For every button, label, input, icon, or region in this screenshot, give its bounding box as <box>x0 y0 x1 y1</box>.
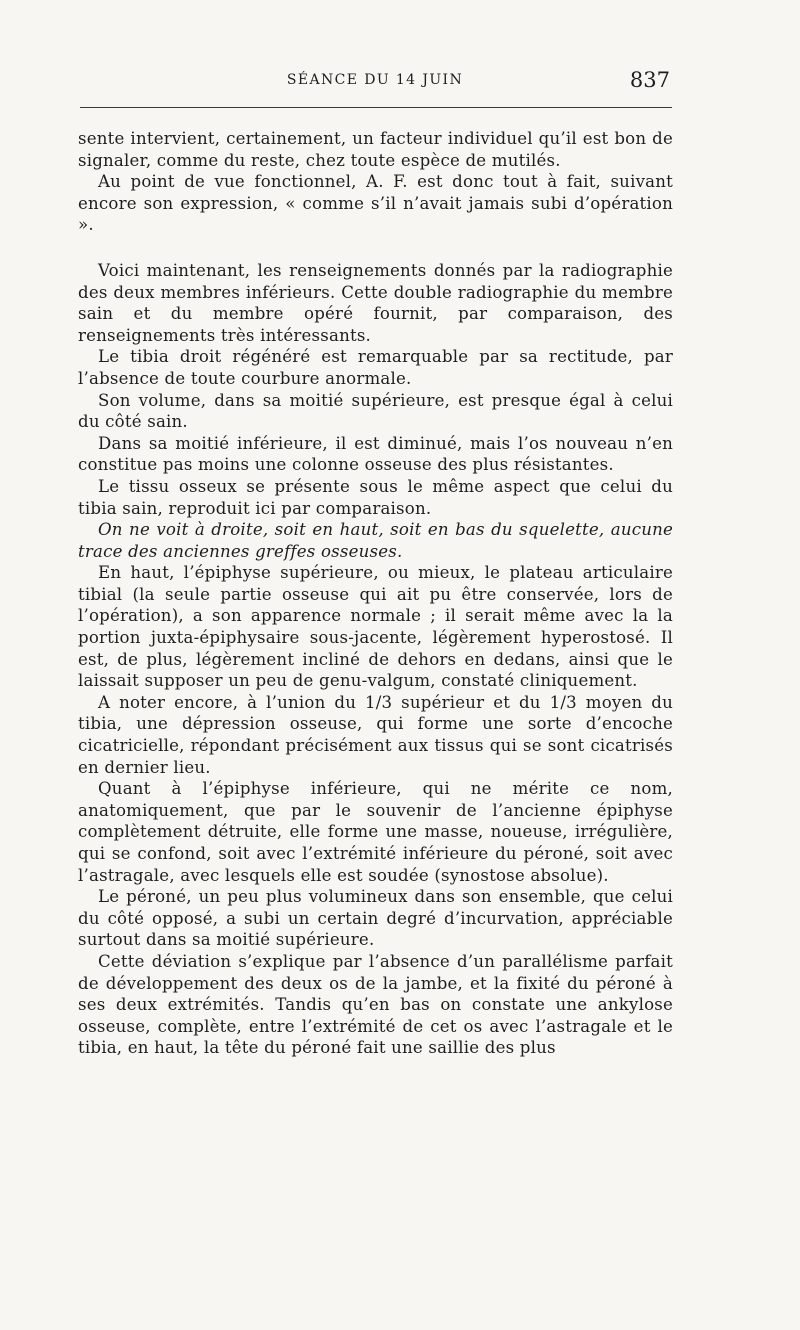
italic-paragraph: On ne voit à droite, soit en haut, soit en bas du squelette, aucune trace des anciennes greffes osseuses. <box>78 520 673 561</box>
paragraph: A noter encore, à l’union du 1/3 supérieur et du 1/3 moyen du tibia, une dépression osseuse, qui forme une sorte d’encoche cicatricielle, répondant précisément aux tissus qui se sont cicatrisés en dernier lieu. <box>78 692 673 777</box>
paragraph: Voici maintenant, les renseignements donnés par la radiographie des deux membres inférieurs. Cette double radiographie du membre sain et du membre opéré fournit, par comparaison, des renseignements très intéressants. <box>78 260 673 345</box>
paragraph: sente intervient, certainement, un facteur individuel qu’il est bon de signaler, comme du reste, chez toute espèce de mutilés. <box>78 129 673 170</box>
body-text <box>78 128 673 1059</box>
paragraph: Cette déviation s’explique par l’absence d’un parallélisme parfait de développement des deux os de la jambe, et la fixité du péroné à ses deux extrémités. Tandis qu’en bas on constate une ankylose osseuse, complète, entre l’extrémité de cet os avec l’astragale et le tibia, en haut, la tête du péroné fait une saillie des plus <box>78 951 673 1058</box>
page-number: 837 <box>629 68 670 92</box>
paragraph: Son volume, dans sa moitié supérieure, est presque égal à celui du côté sain. <box>78 390 673 432</box>
paragraph: En haut, l’épiphyse supérieure, ou mieux, le plateau articulaire tibial (la seule partie osseuse qui ait pu être conservée, lors de l’opération), a son apparence normale ; il serait même avec la la portion juxta-épiphysaire sous-jacente, légèrement hyperostosé. Il est, de plus, légèrement incliné de dehors en dedans, ainsi que le laissait supposer un peu de genu-valgum, constaté cliniquement. <box>78 563 673 691</box>
paragraph: Quant à l’épiphyse inférieure, qui ne mérite ce nom, anatomiquement, que par le souvenir de l’ancienne épiphyse complètement détruite, elle forme une masse, noueuse, irrégulière, qui se confond, soit avec l’extrémité inférieure du péroné, soit avec l’astragale, avec lesquels elle est soudée (synostose absolue). <box>78 779 673 885</box>
paragraph: Le tissu osseux se présente sous le même aspect que celui du tibia sain, reproduit ici par comparaison. <box>78 476 673 518</box>
paragraph: Au point de vue fonctionnel, A. F. est donc tout à fait, suivant encore son expression, « comme s’il n’avait jamais subi d’opération ». <box>78 172 673 235</box>
paragraph: Le péroné, un peu plus volumineux dans son ensemble, que celui du côté opposé, a subi un certain degré d’incurvation, appréciable surtout dans sa moitié supérieure. <box>78 887 673 950</box>
header-rule <box>80 107 672 108</box>
running-head <box>80 68 670 98</box>
paragraph: Le tibia droit régénéré est remarquable par sa rectitude, par l’absence de toute courbure anormale. <box>78 347 673 388</box>
paragraph: Dans sa moitié inférieure, il est diminué, mais l’os nouveau n’en constitue pas moins une colonne osseuse des plus résistantes. <box>78 433 673 475</box>
running-title: SÉANCE DU 14 JUIN <box>286 72 464 88</box>
